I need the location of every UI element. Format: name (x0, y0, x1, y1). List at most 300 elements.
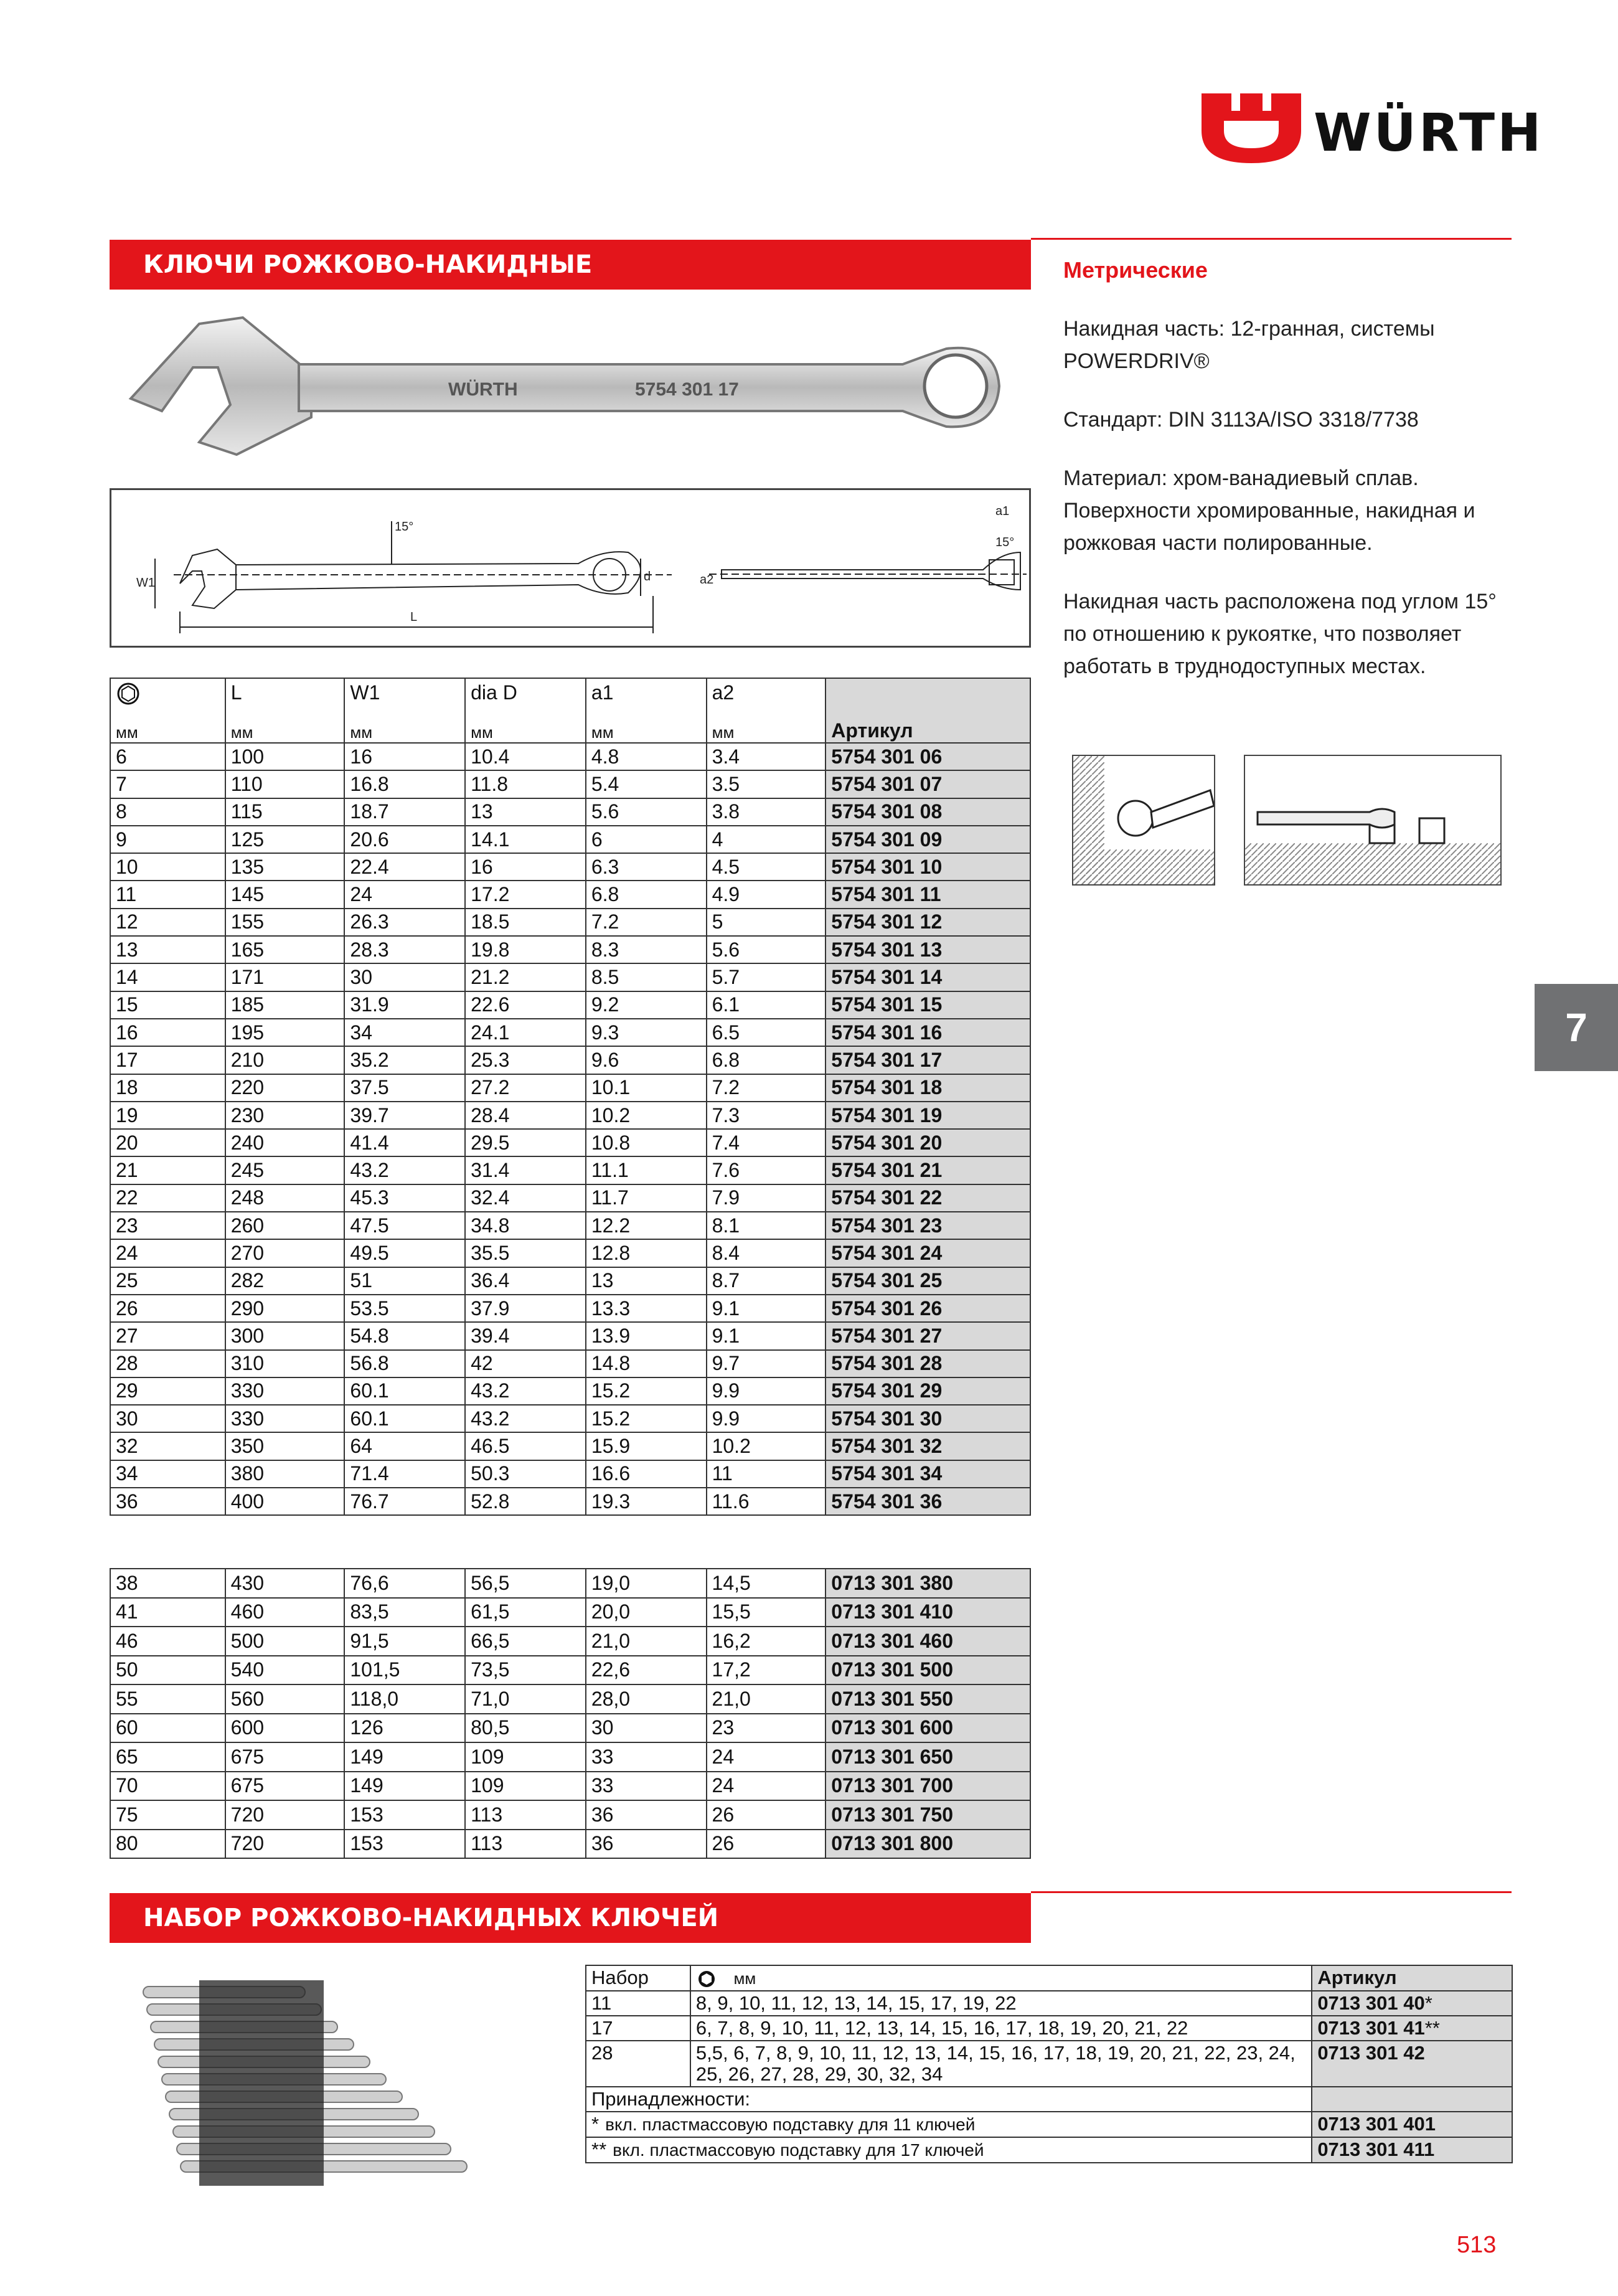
table-cell: 15.2 (586, 1405, 707, 1432)
table-cell: 32 (110, 1432, 225, 1460)
chapter-tab-label: 7 (1565, 1005, 1587, 1050)
article-number: 0713 301 800 (825, 1830, 1030, 1859)
table-cell: 113 (465, 1800, 586, 1830)
table-cell: 14.1 (465, 826, 586, 853)
set-article-number: 0713 301 41 (1317, 2017, 1425, 2039)
accessory-mark: ** (591, 2138, 607, 2160)
article-number: 5754 301 27 (825, 1322, 1030, 1349)
article-number: 5754 301 13 (825, 936, 1030, 963)
set-count: 11 (586, 1991, 690, 2016)
table-cell: 13 (586, 1267, 707, 1295)
drawing-label-angle2: 15° (995, 536, 1015, 549)
table-cell: 14 (110, 963, 225, 991)
table-cell: 13 (110, 936, 225, 963)
set-row (586, 2041, 1512, 2087)
table-cell: 32.4 (465, 1184, 586, 1212)
article-number: 5754 301 20 (825, 1129, 1030, 1156)
table-cell: 35.2 (344, 1046, 465, 1074)
table-cell: 24 (344, 881, 465, 908)
table-cell: 9.2 (586, 991, 707, 1019)
table-cell: 46 (110, 1627, 225, 1656)
unit-cell: мм (465, 718, 586, 743)
drawing-label-l: L (410, 610, 418, 624)
large-table-body (110, 1569, 1030, 1858)
table-cell: 12.2 (586, 1212, 707, 1239)
table-cell: 28.3 (344, 936, 465, 963)
set-sizes: 5,5, 6, 7, 8, 9, 10, 11, 12, 13, 14, 15, 16, 17, 18, 19, 20, 21, 22, 23, 24, 25, 26, 27, 28, 29, 30, 32, 34 (690, 2041, 1312, 2087)
table-cell: 49.5 (344, 1239, 465, 1267)
table-cell: 36 (110, 1488, 225, 1515)
table-cell: 675 (225, 1742, 345, 1772)
table-cell: 7.3 (707, 1102, 826, 1129)
article-number: 5754 301 23 (825, 1212, 1030, 1239)
table-cell: 118,0 (344, 1684, 465, 1714)
table-row (110, 1377, 1030, 1405)
table-cell: 675 (225, 1772, 345, 1801)
table-cell: 46.5 (465, 1432, 586, 1460)
table-cell: 8.3 (586, 936, 707, 963)
table-row (110, 1432, 1030, 1460)
table-row (110, 936, 1030, 963)
table-cell: 30 (586, 1714, 707, 1743)
article-number: 0713 301 550 (825, 1684, 1030, 1714)
table-cell: 20 (110, 1129, 225, 1156)
article-number: 5754 301 24 (825, 1239, 1030, 1267)
section-title: НАБОР РОЖКОВО-НАКИДНЫХ КЛЮЧЕЙ (143, 1904, 719, 1932)
table-cell: 560 (225, 1684, 345, 1714)
table-cell: 290 (225, 1295, 345, 1322)
table-cell: 10.8 (586, 1129, 707, 1156)
angle-diagram (1072, 755, 1215, 886)
table-row (110, 1405, 1030, 1432)
table-cell: 270 (225, 1239, 345, 1267)
accessory-article: 0713 301 401 (1312, 2112, 1512, 2137)
header-a2: a2 (707, 678, 826, 718)
description-standard: Стандарт: DIN 3113A/ISO 3318/7738 (1063, 408, 1419, 432)
set-sizes: 6, 7, 8, 9, 10, 11, 12, 13, 14, 15, 16, 17, 18, 19, 20, 21, 22 (690, 2016, 1312, 2041)
table-cell: 35.5 (465, 1239, 586, 1267)
accessory-description (586, 2112, 1312, 2137)
large-wrench-table (110, 1568, 1031, 1859)
table-cell: 31.4 (465, 1156, 586, 1184)
table-cell: 30 (344, 963, 465, 991)
table-row (110, 1460, 1030, 1488)
table-cell: 80,5 (465, 1714, 586, 1743)
table-row (110, 963, 1030, 991)
set-row (586, 2016, 1512, 2041)
set-header-mm: мм (733, 1969, 756, 1988)
table-cell: 330 (225, 1405, 345, 1432)
table-cell: 101,5 (344, 1656, 465, 1685)
table-cell: 45.3 (344, 1184, 465, 1212)
table-cell: 240 (225, 1129, 345, 1156)
table-cell: 53.5 (344, 1295, 465, 1322)
table-cell: 9.9 (707, 1405, 826, 1432)
table-cell: 39.4 (465, 1322, 586, 1349)
table-cell: 28.4 (465, 1102, 586, 1129)
table-cell: 155 (225, 909, 345, 936)
table-cell: 12.8 (586, 1239, 707, 1267)
table-cell: 7 (110, 770, 225, 798)
table-cell: 60.1 (344, 1405, 465, 1432)
table-cell: 14,5 (707, 1569, 826, 1598)
table-cell: 9.1 (707, 1322, 826, 1349)
table-cell: 91,5 (344, 1627, 465, 1656)
table-cell: 29 (110, 1377, 225, 1405)
table-row (110, 798, 1030, 826)
table-cell: 28 (110, 1350, 225, 1377)
table-cell: 18.5 (465, 909, 586, 936)
table-cell: 19.8 (465, 936, 586, 963)
table-cell: 3.5 (707, 770, 826, 798)
table-cell: 20.6 (344, 826, 465, 853)
accessories-header-row (586, 2087, 1512, 2112)
table-cell: 27.2 (465, 1074, 586, 1102)
set-header-sizes (690, 1965, 1312, 1991)
drawing-label-a1: a1 (995, 504, 1010, 518)
article-number: 5754 301 22 (825, 1184, 1030, 1212)
set-article (1312, 1991, 1512, 2016)
table-row (110, 1569, 1030, 1598)
table-row (110, 826, 1030, 853)
main-table-body (110, 743, 1030, 1515)
article-number: 5754 301 34 (825, 1460, 1030, 1488)
article-number: 5754 301 09 (825, 826, 1030, 853)
table-cell: 14.8 (586, 1350, 707, 1377)
table-cell: 220 (225, 1074, 345, 1102)
technical-drawing (110, 488, 1031, 648)
table-cell: 11 (707, 1460, 826, 1488)
table-cell: 380 (225, 1460, 345, 1488)
table-cell: 25.3 (465, 1046, 586, 1074)
table-cell: 10.4 (465, 743, 586, 770)
table-cell: 36 (586, 1800, 707, 1830)
table-cell: 71,0 (465, 1684, 586, 1714)
accessory-row (586, 2112, 1512, 2137)
article-number: 0713 301 700 (825, 1772, 1030, 1801)
table-cell: 76.7 (344, 1488, 465, 1515)
table-cell: 7.6 (707, 1156, 826, 1184)
table-row (110, 743, 1030, 770)
table-cell: 38 (110, 1569, 225, 1598)
table-row (110, 1212, 1030, 1239)
article-number: 5754 301 12 (825, 909, 1030, 936)
table-cell: 210 (225, 1046, 345, 1074)
description-angle: Накидная часть расположена под углом 15° по отношению к рукоятке, что позволяет работать в труднодоступных местах. (1063, 590, 1497, 678)
table-row (110, 1129, 1030, 1156)
set-count: 17 (586, 2016, 690, 2041)
table-cell: 73,5 (465, 1656, 586, 1685)
header-rule (1031, 1891, 1512, 1893)
table-cell: 8.7 (707, 1267, 826, 1295)
table-cell: 5.4 (586, 770, 707, 798)
table-cell: 10.2 (707, 1432, 826, 1460)
table-cell: 9 (110, 826, 225, 853)
table-cell: 24 (707, 1772, 826, 1801)
set-article (1312, 2041, 1512, 2087)
table-cell: 5.6 (707, 936, 826, 963)
set-table-body (586, 1991, 1512, 2163)
table-cell: 125 (225, 826, 345, 853)
table-cell: 37.5 (344, 1074, 465, 1102)
table-cell: 400 (225, 1488, 345, 1515)
table-cell: 60 (110, 1714, 225, 1743)
table-row (110, 1239, 1030, 1267)
article-number: 0713 301 460 (825, 1627, 1030, 1656)
unit-cell: мм (586, 718, 707, 743)
section-header-wrenches (110, 240, 1031, 290)
table-cell: 17.2 (465, 881, 586, 908)
table-row (110, 1488, 1030, 1515)
table-cell: 17,2 (707, 1656, 826, 1685)
table-cell: 19 (110, 1102, 225, 1129)
header-size-icon-cell (110, 678, 225, 718)
table-cell: 18 (110, 1074, 225, 1102)
table-row (110, 853, 1030, 881)
ring-wrench-icon (116, 681, 141, 706)
set-article-mark: * (1424, 1992, 1432, 2014)
table-cell: 10 (110, 853, 225, 881)
table-cell: 19.3 (586, 1488, 707, 1515)
page-number: 513 (1457, 2232, 1497, 2258)
table-cell: 7.4 (707, 1129, 826, 1156)
table-cell: 5.6 (586, 798, 707, 826)
drawing-label-angle: 15° (395, 520, 414, 534)
accessory-article: 0713 301 411 (1312, 2137, 1512, 2163)
table-cell: 8.4 (707, 1239, 826, 1267)
table-cell: 23 (110, 1212, 225, 1239)
table-cell: 71.4 (344, 1460, 465, 1488)
table-header-row (110, 678, 1030, 718)
table-cell: 16.8 (344, 770, 465, 798)
drawing-label-w1: W1 (136, 576, 155, 590)
table-cell: 20,0 (586, 1598, 707, 1627)
table-row (110, 1156, 1030, 1184)
article-number: 5754 301 28 (825, 1350, 1030, 1377)
wurth-logo (1202, 93, 1544, 168)
table-cell: 54.8 (344, 1322, 465, 1349)
article-number: 0713 301 500 (825, 1656, 1030, 1685)
article-number: 5754 301 06 (825, 743, 1030, 770)
table-cell: 8.5 (586, 963, 707, 991)
table-cell: 9.9 (707, 1377, 826, 1405)
table-row (110, 1322, 1030, 1349)
table-cell: 109 (465, 1742, 586, 1772)
table-cell: 17 (110, 1046, 225, 1074)
table-cell: 34 (110, 1460, 225, 1488)
table-cell: 6.8 (586, 881, 707, 908)
table-row (110, 1714, 1030, 1743)
article-number: 5754 301 14 (825, 963, 1030, 991)
table-cell: 76,6 (344, 1569, 465, 1598)
chapter-tab (1535, 984, 1618, 1071)
table-cell: 11.7 (586, 1184, 707, 1212)
header-a1: a1 (586, 678, 707, 718)
article-number: 5754 301 30 (825, 1405, 1030, 1432)
table-cell: 51 (344, 1267, 465, 1295)
table-cell: 31.9 (344, 991, 465, 1019)
table-cell: 24 (707, 1742, 826, 1772)
photo-code-text: 5754 301 17 (635, 379, 739, 400)
table-cell: 4.9 (707, 881, 826, 908)
table-cell: 100 (225, 743, 345, 770)
table-cell: 23 (707, 1714, 826, 1743)
table-cell: 8 (110, 798, 225, 826)
table-cell: 7.2 (586, 909, 707, 936)
table-cell: 126 (344, 1714, 465, 1743)
table-cell: 10.1 (586, 1074, 707, 1102)
table-cell: 15.2 (586, 1377, 707, 1405)
table-cell: 22,6 (586, 1656, 707, 1685)
table-row (110, 1772, 1030, 1801)
table-row (110, 1350, 1030, 1377)
set-holder-shape (199, 1980, 324, 2186)
table-cell: 64 (344, 1432, 465, 1460)
table-cell: 80 (110, 1830, 225, 1859)
table-cell: 21,0 (586, 1627, 707, 1656)
table-cell: 7.2 (707, 1074, 826, 1102)
table-cell: 43.2 (465, 1405, 586, 1432)
table-cell: 16 (110, 1019, 225, 1046)
table-cell: 248 (225, 1184, 345, 1212)
table-cell: 6.3 (586, 853, 707, 881)
table-cell: 22.6 (465, 991, 586, 1019)
article-number: 5754 301 17 (825, 1046, 1030, 1074)
table-cell: 230 (225, 1102, 345, 1129)
header-rule (1031, 238, 1512, 240)
table-cell: 115 (225, 798, 345, 826)
table-row (110, 1019, 1030, 1046)
table-row (110, 1684, 1030, 1714)
table-cell: 145 (225, 881, 345, 908)
article-number: 5754 301 36 (825, 1488, 1030, 1515)
table-cell: 460 (225, 1598, 345, 1627)
table-cell: 720 (225, 1830, 345, 1859)
table-row (110, 1046, 1030, 1074)
table-cell: 83,5 (344, 1598, 465, 1627)
table-cell: 165 (225, 936, 345, 963)
table-cell: 15.9 (586, 1432, 707, 1460)
set-header-article: Артикул (1312, 1965, 1512, 1991)
table-cell: 13.9 (586, 1322, 707, 1349)
section-header-set (110, 1893, 1031, 1943)
table-row (110, 1800, 1030, 1830)
table-cell: 34 (344, 1019, 465, 1046)
accessory-description (586, 2137, 1312, 2163)
table-cell: 52.8 (465, 1488, 586, 1515)
table-cell: 185 (225, 991, 345, 1019)
table-cell: 65 (110, 1742, 225, 1772)
accessories-label: Принадлежности: (586, 2087, 1312, 2112)
table-cell: 75 (110, 1800, 225, 1830)
article-number: 0713 301 600 (825, 1714, 1030, 1743)
set-article-number: 0713 301 40 (1317, 1992, 1425, 2014)
table-cell: 15 (110, 991, 225, 1019)
table-cell: 5 (707, 909, 826, 936)
table-cell: 50.3 (465, 1460, 586, 1488)
table-cell: 41.4 (344, 1129, 465, 1156)
clearance-diagram (1244, 755, 1502, 886)
article-number: 5754 301 16 (825, 1019, 1030, 1046)
table-cell: 9.7 (707, 1350, 826, 1377)
table-cell: 3.4 (707, 743, 826, 770)
table-cell: 37.9 (465, 1295, 586, 1322)
table-row (110, 770, 1030, 798)
table-cell: 720 (225, 1800, 345, 1830)
table-cell: 28,0 (586, 1684, 707, 1714)
table-cell: 16,2 (707, 1627, 826, 1656)
table-cell: 24 (110, 1239, 225, 1267)
table-cell: 4 (707, 826, 826, 853)
table-cell: 195 (225, 1019, 345, 1046)
article-number: 5754 301 10 (825, 853, 1030, 881)
unit-cell: мм (225, 718, 345, 743)
wrench-set-photo (131, 1968, 567, 2198)
drawing-label-a2: a2 (700, 573, 714, 587)
set-sizes: 8, 9, 10, 11, 12, 13, 14, 15, 17, 19, 22 (690, 1991, 1312, 2016)
table-cell: 113 (465, 1830, 586, 1859)
article-number: 0713 301 650 (825, 1742, 1030, 1772)
table-cell: 26 (707, 1830, 826, 1859)
table-cell: 56,5 (465, 1569, 586, 1598)
table-cell: 350 (225, 1432, 345, 1460)
article-number: 5754 301 26 (825, 1295, 1030, 1322)
header-article: Артикул (825, 678, 1030, 743)
table-cell: 282 (225, 1267, 345, 1295)
article-number: 5754 301 07 (825, 770, 1030, 798)
hex-nut-icon (696, 1970, 717, 1988)
table-cell: 153 (344, 1830, 465, 1859)
table-cell: 109 (465, 1772, 586, 1801)
table-cell: 30 (110, 1405, 225, 1432)
photo-brand-text: WÜRTH (448, 379, 518, 400)
article-number: 0713 301 410 (825, 1598, 1030, 1627)
table-row (110, 1742, 1030, 1772)
table-cell: 41 (110, 1598, 225, 1627)
description-material: Материал: хром-ванадиевый сплав. Поверхности хромированные, накидная и рожковая части полированные. (1063, 466, 1475, 555)
table-cell: 22.4 (344, 853, 465, 881)
table-row (110, 1102, 1030, 1129)
article-number: 5754 301 21 (825, 1156, 1030, 1184)
table-cell: 16 (465, 853, 586, 881)
set-table-header (586, 1965, 1512, 1991)
table-cell: 11 (110, 881, 225, 908)
table-cell: 3.8 (707, 798, 826, 826)
set-row (586, 1991, 1512, 2016)
article-number: 5754 301 15 (825, 991, 1030, 1019)
table-cell: 6.1 (707, 991, 826, 1019)
table-cell: 25 (110, 1267, 225, 1295)
table-cell: 42 (465, 1350, 586, 1377)
table-row (110, 1656, 1030, 1685)
table-cell: 60.1 (344, 1377, 465, 1405)
table-cell: 10.2 (586, 1102, 707, 1129)
wurth-logo-mark (1202, 93, 1301, 163)
table-cell: 56.8 (344, 1350, 465, 1377)
table-cell: 135 (225, 853, 345, 881)
unit-cell: мм (344, 718, 465, 743)
article-number: 5754 301 11 (825, 881, 1030, 908)
wrench-spec-table (110, 678, 1031, 1516)
accessory-mark: * (591, 2113, 600, 2135)
table-cell: 11.6 (707, 1488, 826, 1515)
table-cell: 27 (110, 1322, 225, 1349)
table-cell: 43.2 (465, 1377, 586, 1405)
table-cell: 153 (344, 1800, 465, 1830)
table-cell: 149 (344, 1742, 465, 1772)
accessory-text: вкл. пластмассовую подставку для 17 ключей (613, 2140, 984, 2160)
set-table (585, 1965, 1513, 2163)
